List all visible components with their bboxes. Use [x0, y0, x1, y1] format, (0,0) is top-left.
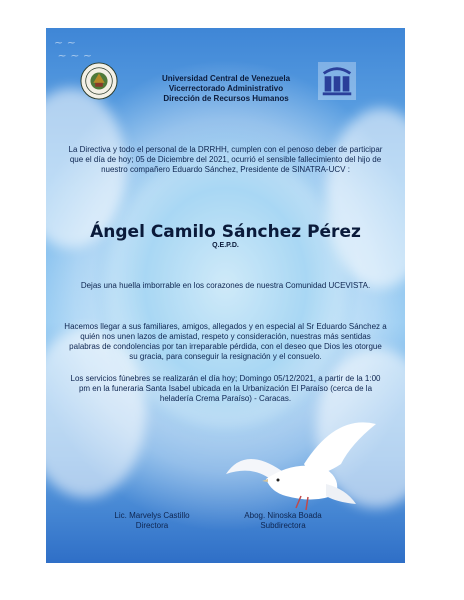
- signature-name: Lic. Marvelys Castillo: [114, 511, 190, 520]
- institution-header: [126, 74, 326, 104]
- ucv-seal-icon: [80, 62, 118, 100]
- header-university: Universidad Central de Venezuela: [161, 74, 291, 83]
- watermark-script: ~ ~ ~ ~ ~: [54, 36, 93, 62]
- intro-paragraph: La Directiva y todo el personal de la DRRHH, cumplen con el penoso deber de participar que el día de hoy; 05 de Diciembre del 2021, ocurrió el sensible fallecimiento del hijo de nuestro compañero Eduardo Sánchez, Presidente de SINATRA-UCV :: [68, 145, 383, 174]
- signature-title: Subdirectora: [260, 521, 306, 530]
- qepd-label: Q.E.P.D.: [212, 242, 239, 249]
- deceased-name: Ángel Camilo Sánchez Pérez: [90, 222, 361, 242]
- message-services: Los servicios fúnebres se realizarán el día hoy; Domingo 05/12/2021, a partir de la 1:00 pm en la funeraria Santa Isabel ubicada en la Urbanización El Paraíso (cerca de la heladería Crema Paraíso) - Caracas.: [70, 374, 381, 403]
- signature-name: Abog. Ninoska Boada: [244, 511, 322, 520]
- signature-title: Directora: [135, 521, 169, 530]
- sinatra-logo-icon: [318, 62, 356, 100]
- condolence-card: [46, 28, 405, 563]
- header-vicerrectorado: Vicerrectorado Administrativo: [168, 84, 284, 93]
- signature-director: [77, 511, 227, 531]
- dove-icon: [226, 404, 376, 524]
- signature-subdirector: [208, 511, 358, 531]
- message-condolences: Hacemos llegar a sus familiares, amigos, allegados y en especial al Sr Eduardo Sánchez a quién nos unen lazos de amistad, respeto y consideración, nuestras más sentidas palabras de condolencias por tan irreparable pérdida, con el deseo que Dios les otorgue su gracia, para conseguir la resignación y el consuelo.: [64, 322, 387, 361]
- header-direction: Dirección de Recursos Humanos: [163, 94, 289, 103]
- message-legacy: Dejas una huella imborrable en los corazones de nuestra Comunidad UCEVISTA.: [80, 281, 371, 290]
